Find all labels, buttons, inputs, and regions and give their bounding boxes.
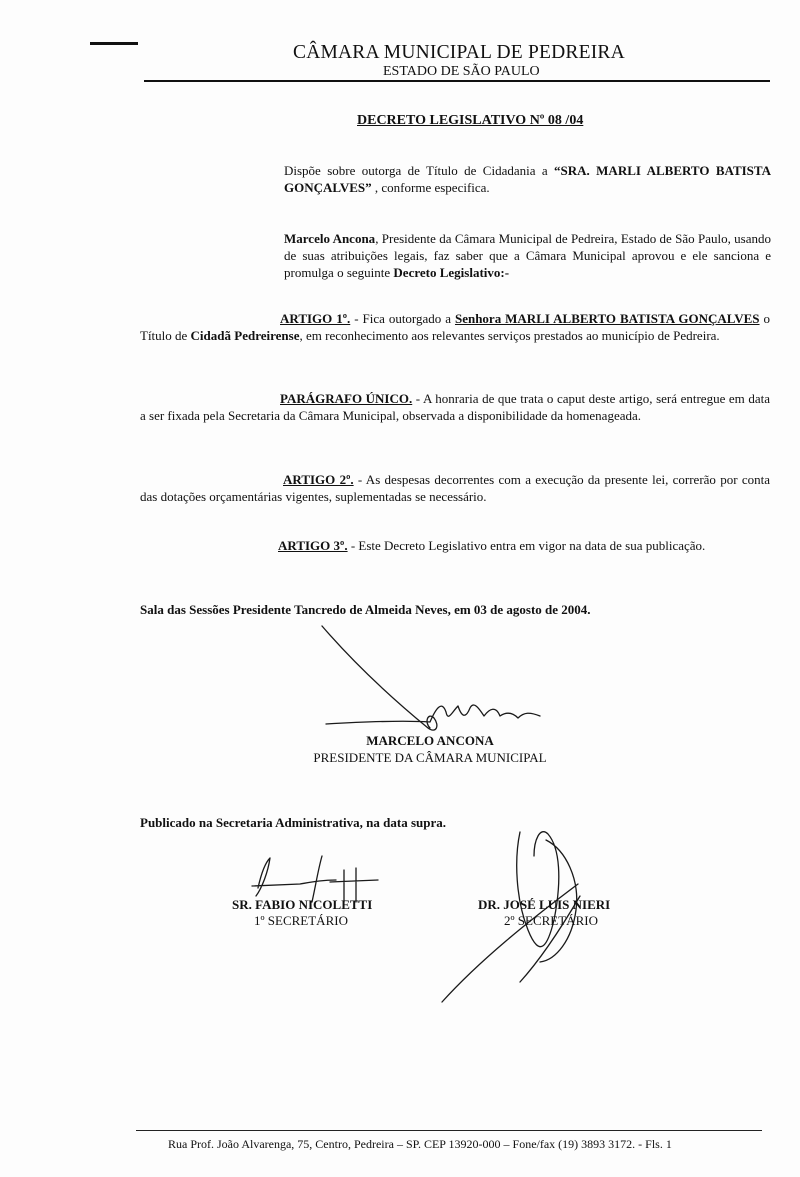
first-secretary-role: 1º SECRETÁRIO <box>254 913 348 928</box>
place-date-line: Sala das Sessões Presidente Tancredo de Almeida Neves, em 03 de agosto de 2004. <box>140 602 591 617</box>
article-3-text: - Este Decreto Legislativo entra em vigor na data de sua publicação. <box>347 538 706 553</box>
letterhead-subtitle: ESTADO DE SÃO PAULO <box>383 64 540 79</box>
president-signature-flourish <box>326 705 540 724</box>
article-1-text1: - Fica outorgado a <box>350 311 455 326</box>
president-name: MARCELO ANCONA <box>366 733 494 748</box>
secretary1-signature-stroke <box>252 856 378 902</box>
paragrafo-unico-label: PARÁGRAFO ÚNICO. <box>280 391 413 406</box>
ementa-text: Dispõe sobre outorga de Título de Cidadania a <box>284 163 555 178</box>
decree-title: DECRETO LEGISLATIVO Nº 08 /04 <box>357 113 584 128</box>
footer-rule <box>136 1130 762 1131</box>
president-signature-stroke <box>322 626 437 730</box>
article-1-text2: o Título de <box>140 311 770 343</box>
article-2-text: - As despesas decorrentes com a execução da presente lei, correrão por conta das dotações orçamentárias vigentes, suplementadas se necessário. <box>140 472 770 504</box>
paragrafo-unico-text: - A honraria de que trata o caput deste artigo, será entregue em data a ser fixada pela Secretaria da Câmara Municipal, observada a disponibilidade da homenageada. <box>140 391 770 423</box>
ementa-tail: , conforme especifica. <box>371 180 490 195</box>
ementa-honoree: “SRA. MARLI ALBERTO BATISTA GONÇALVES” <box>284 163 771 195</box>
footer-address: Rua Prof. João Alvarenga, 75, Centro, Pedreira – SP. CEP 13920-000 – Fone/fax (19) 3893 3172. - Fls. 1 <box>168 1137 672 1151</box>
article-2-label: ARTIGO 2º. <box>283 472 354 487</box>
second-secretary-name: DR. JOSÉ LUIS NIERI <box>478 897 611 912</box>
president-role: PRESIDENTE DA CÂMARA MUNICIPAL <box>313 750 547 765</box>
intro-president-name: Marcelo Ancona <box>284 231 376 246</box>
first-secretary-name: SR. FABIO NICOLETTI <box>232 897 373 912</box>
article-1-text3: , em reconhecimento aos relevantes serviços prestados ao município de Pedreira. <box>299 328 720 343</box>
intro-decree-ref: Decreto Legislativo <box>393 265 501 280</box>
publication-note: Publicado na Secretaria Administrativa, na data supra. <box>140 815 447 830</box>
second-secretary-role: 2º SECRETÁRIO <box>504 913 598 928</box>
letterhead-title: CÂMARA MUNICIPAL DE PEDREIRA <box>293 42 625 63</box>
intro-text: , Presidente da Câmara Municipal de Pedreira, Estado de São Paulo, usando de suas atribuições legais, faz saber que a Câmara Municipal aprovou e ele sanciona e promulga o seguinte <box>284 231 771 280</box>
intro-tail: :- <box>500 265 510 280</box>
article-3-label: ARTIGO 3º. <box>278 538 348 553</box>
article-1-honoree: Senhora MARLI ALBERTO BATISTA GONÇALVES <box>454 311 760 326</box>
article-1-title-name: Cidadã Pedreirense <box>190 328 300 343</box>
article-1-label: ARTIGO 1º. <box>280 311 351 326</box>
